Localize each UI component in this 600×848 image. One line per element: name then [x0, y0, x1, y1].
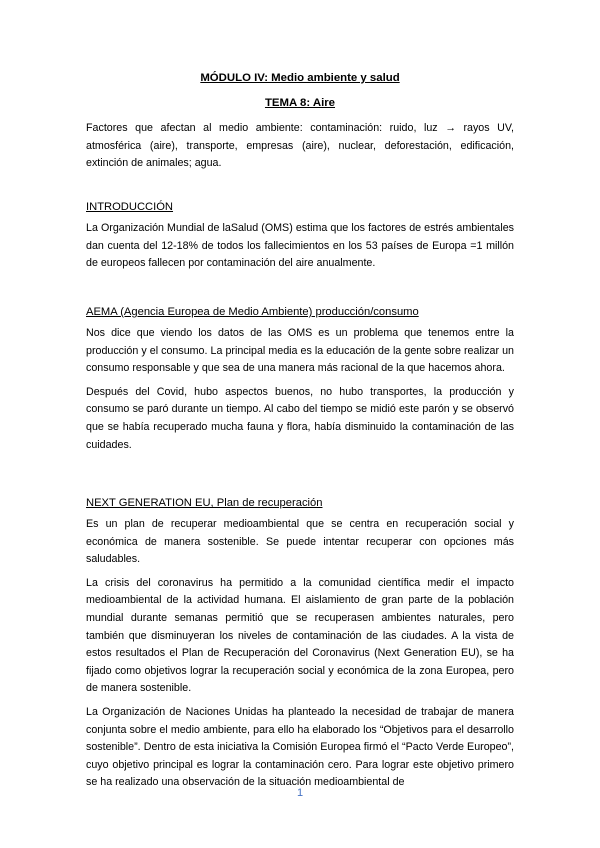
topic-title: TEMA 8: Aire: [264, 97, 336, 109]
intro-factors-paragraph: [86, 120, 514, 173]
paragraph: La Organización Mundial de laSalud (OMS) estima que los factores de estrés ambientales dan cuenta del 12-18% de todos los fallecimientos en los 53 países de Europa =1 millón de europeos fallecen por contaminación del aire anualmente.: [86, 222, 514, 270]
section-next-generation-body: [86, 516, 514, 792]
paragraph: Es un plan de recuperar medioambiental que se centra en recuperación social y económica de manera sostenible. Se puede intentar recuperar con opciones más saludables.: [86, 518, 514, 566]
section-heading-aema: AEMA (Agencia Europea de Medio Ambiente) producción/consumo: [86, 306, 419, 318]
paragraph: La crisis del coronavirus ha permitido a la comunidad científica medir el impacto medioambiental de la actividad humana. El aislamiento de gran parte de la población mundial durante semanas permitió que se recuperasen ambientes naturales, pero también que disminuyeran los niveles de contaminación de las ciudades. A la vista de estos resultados el Plan de Recuperación del Coronavirus (Next Generation EU), se ha fijado como objetivos lograr la recuperación social y económica de la zona Europea, pero de manera sostenible.: [86, 576, 514, 695]
section-heading-introduccion: INTRODUCCIÓN: [86, 201, 174, 213]
factors-text: Factores que afectan al medio ambiente: contaminación: ruido, luz → rayos UV, atmosférica (aire), transporte, empresas (aire), nuclear, deforestación, edificación, extinción de animales; agua.: [86, 122, 514, 170]
paragraph: La Organización de Naciones Unidas ha planteado la necesidad de trabajar de manera conjunta sobre el medio ambiente, para ello ha elaborado los “Objetivos para el desarrollo sostenible”. Dentro de esta iniciativa la Comisión Europea firmó el “Pacto Verde Europeo”, cuyo objetivo principal es lograr la contaminación cero. Para lograr este objetivo primero se ha realizado una observación de la situación medioambiental de: [86, 705, 514, 789]
module-title: MÓDULO IV: Medio ambiente y salud: [200, 72, 400, 84]
section-heading-next-generation: NEXT GENERATION EU, Plan de recuperación: [86, 497, 323, 509]
section-aema-body: [86, 325, 514, 454]
page-number: 1: [296, 787, 304, 799]
section-introduccion-body: [86, 220, 514, 273]
paragraph: Nos dice que viendo los datos de las OMS es un problema que tenemos entre la producción y el consumo. La principal media es la educación de la gente sobre realizar un consumo responsable y que sea de una manera más racional de la que hacemos ahora.: [86, 327, 514, 375]
paragraph: Después del Covid, hubo aspectos buenos, no hubo transportes, la producción y consumo se paró durante un tiempo. Al cabo del tiempo se midió este parón y se observó que se había recuperado mucha fauna y flora, había disminuido la contaminación de las cuidades.: [86, 385, 514, 451]
